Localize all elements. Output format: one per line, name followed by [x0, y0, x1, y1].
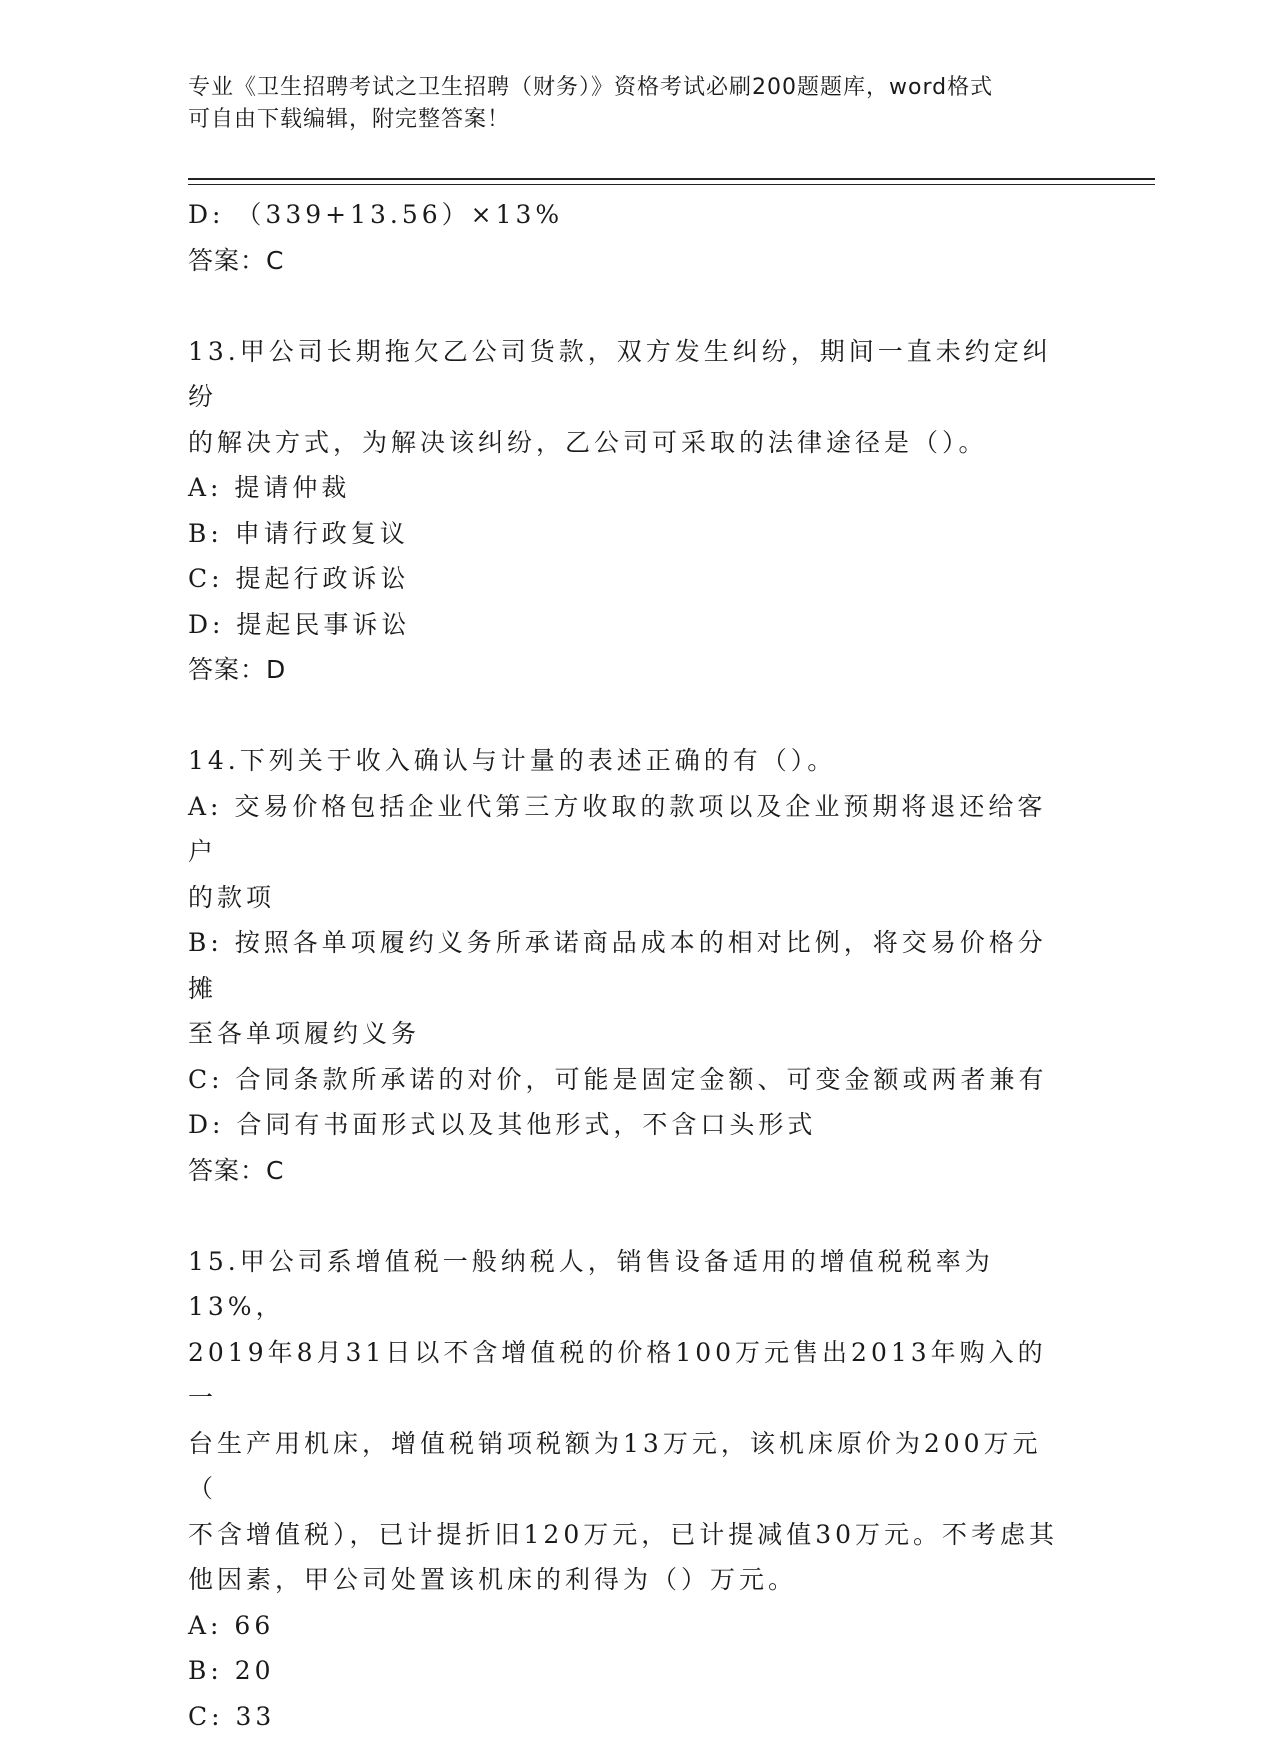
- q15-option-c: C: 33: [188, 1694, 1068, 1739]
- spacer: [188, 283, 1068, 329]
- header-divider-thick: [188, 178, 1155, 180]
- q14-option-b-line-2: 至各单项履约义务: [188, 1011, 1068, 1057]
- header-line-1: 专业《卫生招聘考试之卫生招聘（财务）》资格考试必刷200题题库，word格式: [188, 72, 1088, 104]
- q12-option-d: D: （339+13.56）×13%: [188, 192, 1068, 238]
- q14-option-b-line-1: B: 按照各单项履约义务所承诺商品成本的相对比例，将交易价格分摊: [188, 920, 1068, 1011]
- header-divider-thin: [188, 184, 1155, 185]
- spacer: [188, 693, 1068, 739]
- q15-stem-line-4: 不含增值税），已计提折旧120万元，已计提减值30万元。不考虑其: [188, 1512, 1068, 1558]
- question-13: [188, 329, 1068, 693]
- q15-stem-line-3: 台生产用机床，增值税销项税额为13万元，该机床原价为200万元（: [188, 1421, 1068, 1512]
- q13-option-b: B: 申请行政复议: [188, 511, 1068, 557]
- header-line-2: 可自由下载编辑，附完整答案！: [188, 104, 1088, 136]
- question-15: [188, 1239, 1068, 1739]
- q15-stem-line-2: 2019年8月31日以不含增值税的价格100万元售出2013年购入的一: [188, 1330, 1068, 1421]
- q14-option-a-line-1: A: 交易价格包括企业代第三方收取的款项以及企业预期将退还给客户: [188, 784, 1068, 875]
- q15-stem-line-5: 他因素，甲公司处置该机床的利得为（）万元。: [188, 1557, 1068, 1603]
- question-content: [188, 192, 1068, 1739]
- q13-option-d: D: 提起民事诉讼: [188, 602, 1068, 648]
- q13-stem-line-2: 的解决方式，为解决该纠纷，乙公司可采取的法律途径是（）。: [188, 420, 1068, 466]
- q13-option-c: C: 提起行政诉讼: [188, 556, 1068, 602]
- question-14: [188, 738, 1068, 1193]
- q14-stem: 14.下列关于收入确认与计量的表述正确的有（）。: [188, 738, 1068, 784]
- q15-stem-line-1: 15.甲公司系增值税一般纳税人，销售设备适用的增值税税率为13%，: [188, 1239, 1068, 1330]
- q13-answer: 答案：D: [188, 647, 1068, 693]
- q13-option-a: A: 提请仲裁: [188, 465, 1068, 511]
- q13-stem-line-1: 13.甲公司长期拖欠乙公司货款，双方发生纠纷，期间一直未约定纠纷: [188, 329, 1068, 420]
- q14-option-d: D: 合同有书面形式以及其他形式，不含口头形式: [188, 1102, 1068, 1148]
- q14-option-a-line-2: 的款项: [188, 875, 1068, 921]
- document-header: [188, 72, 1088, 136]
- q14-option-c: C: 合同条款所承诺的对价，可能是固定金额、可变金额或两者兼有: [188, 1057, 1068, 1103]
- q15-option-b: B: 20: [188, 1648, 1068, 1694]
- q15-option-a: A: 66: [188, 1603, 1068, 1649]
- q14-answer: 答案：C: [188, 1148, 1068, 1194]
- q12-answer: 答案：C: [188, 238, 1068, 284]
- spacer: [188, 1193, 1068, 1239]
